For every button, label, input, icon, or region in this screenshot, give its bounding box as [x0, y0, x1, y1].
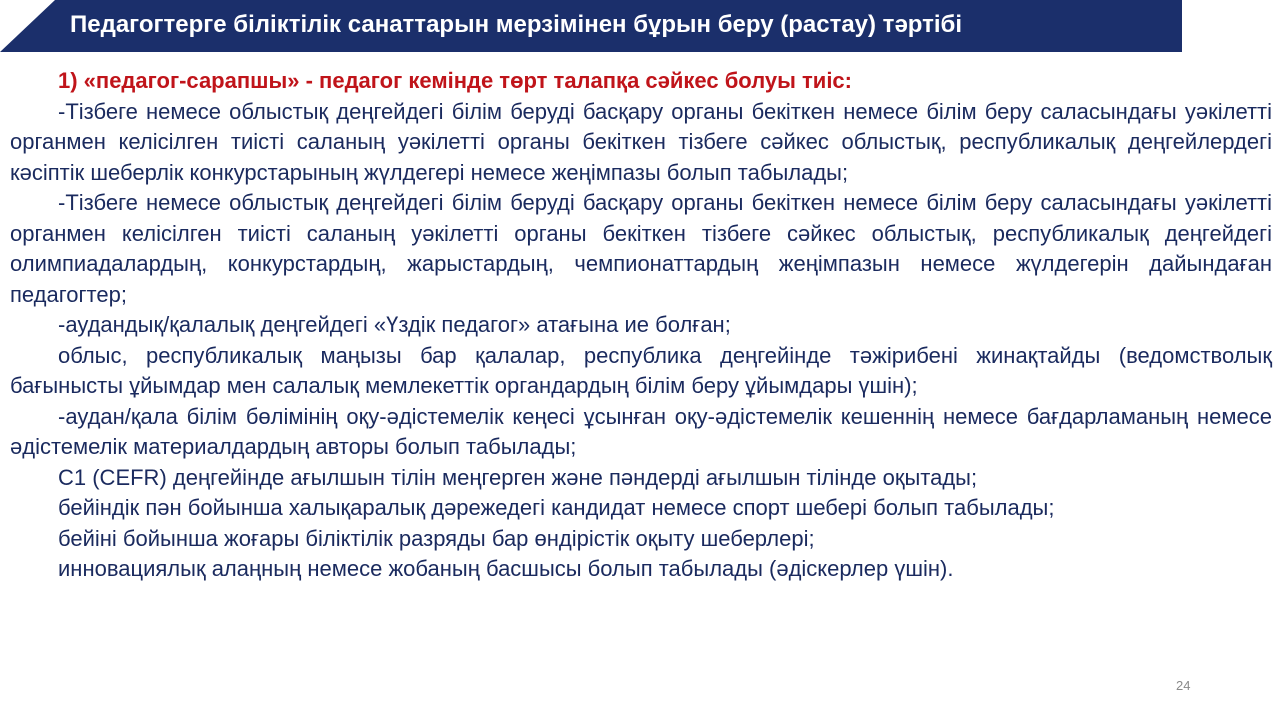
requirement-paragraph: бейіндік пән бойынша халықаралық дәрежедегі кандидат немесе спорт шебері болып табылады; — [58, 495, 1055, 520]
requirement-paragraph: -Тізбеге немесе облыстық деңгейдегі білім беруді басқару органы бекіткен немесе білім беру саласындағы уәкілетті органмен келісілген тиісті саланың уәкілетті органы бекіткен тізбеге сәйкес облыстық, республикалық деңгейлердегі кәсіптік шеберлік конкурстарының жүлдегері немесе жеңімпазы болып табылады; — [10, 98, 1272, 185]
requirement-paragraph: инновациялық алаңның немесе жобаның басшысы болып табылады (әдіскерлер үшін). — [58, 556, 954, 581]
requirement-paragraph: -аудандық/қалалық деңгейдегі «Үздік педагог» атағына ие болған; — [58, 312, 731, 337]
requirement-paragraph: бейіні бойынша жоғары біліктілік разряды бар өндірістік оқыту шеберлері; — [58, 525, 815, 551]
requirement-paragraph: -Тізбеге немесе облыстық деңгейдегі білім беруді басқару органы бекіткен немесе білім беру саласындағы уәкілетті органмен келісілген тиісті саланың уәкілетті органы бекіткен тізбеге сәйкес облыстық, республикалық деңгейдегі олимпиадалардың, конкурстардың, жарыстардың, чемпионаттардың жеңімпазын немесе жүлдегерін дайындаған педагогтер; — [10, 190, 1272, 307]
slide-content — [10, 66, 1272, 585]
requirement-paragraph: облыс, республикалық маңызы бар қалалар, республика деңгейінде тәжірибені жинақтайды (ведомстволық бағынысты ұйымдар мен салалық мемлекеттік органдардың білім беру ұйымдары үшін); — [10, 342, 1272, 398]
requirement-paragraph: С1 (CEFR) деңгейінде ағылшын тілін меңгерген және пәндерді ағылшын тілінде оқытады; — [58, 464, 978, 490]
slide-title: Педагогтерге біліктілік санаттарын мерзімінен бұрын беру (растау) тәртібі — [70, 11, 963, 38]
page-number: 24 — [1176, 678, 1191, 693]
section-heading: 1) «педагог-сарапшы» - педагог кемінде төрт талапқа сәйкес болуы тиіс: — [58, 68, 852, 93]
requirement-paragraph: -аудан/қала білім бөлімінің оқу-әдістемелік кеңесі ұсынған оқу-әдістемелік кешеннің немесе бағдарламаның немесе әдістемелік материалдардың авторы болып табылады; — [10, 403, 1272, 459]
